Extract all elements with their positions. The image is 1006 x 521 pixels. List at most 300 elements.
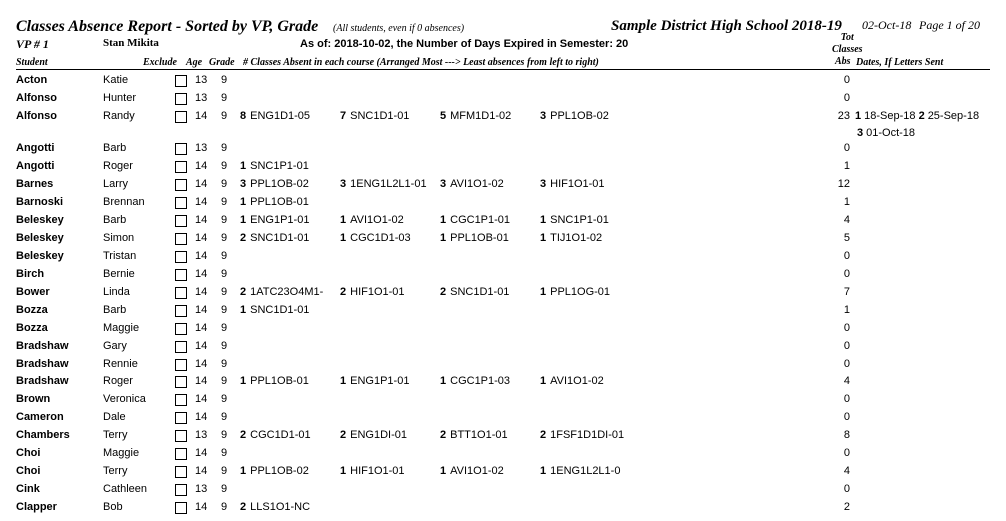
school-name: Sample District High School 2018-19	[611, 18, 842, 34]
course-code: MFM1D1-02	[450, 110, 512, 122]
course-code: AVI1O1-02	[450, 465, 504, 477]
course-absence	[340, 214, 404, 226]
table-row	[0, 266, 1006, 284]
absence-count: 5	[440, 110, 447, 122]
student-first-name: Roger	[103, 375, 133, 387]
exclude-checkbox[interactable]	[175, 376, 187, 388]
student-age: 13	[195, 142, 208, 154]
course-absence	[240, 286, 323, 298]
course-absence	[340, 286, 405, 298]
table-row	[0, 140, 1006, 158]
course-absence	[540, 178, 605, 190]
exclude-checkbox[interactable]	[175, 287, 187, 299]
absence-count: 2	[440, 286, 447, 298]
letter-date: 01-Oct-18	[866, 127, 916, 139]
student-last-name: Angotti	[16, 160, 55, 172]
student-first-name: Barb	[103, 142, 127, 154]
course-absence	[340, 429, 407, 441]
header-classes: Classes	[832, 44, 863, 55]
course-code: AVI1O1-02	[550, 375, 604, 387]
total-absences: 0	[843, 250, 850, 262]
course-code: LLS1O1-NC	[250, 501, 311, 513]
student-last-name: Bradshaw	[16, 340, 69, 352]
course-code: SNC1P1-01	[550, 214, 609, 226]
report-date: 02-Oct-18	[862, 18, 912, 32]
student-age: 14	[195, 411, 208, 423]
course-code: AVI1O1-02	[450, 178, 504, 190]
student-last-name: Bozza	[16, 304, 48, 316]
student-age: 14	[195, 465, 208, 477]
header-student: Student	[16, 57, 48, 68]
student-age: 14	[195, 196, 208, 208]
course-code: 1ENG1L2L1-0	[550, 465, 621, 477]
exclude-checkbox[interactable]	[175, 111, 187, 123]
course-code: PPL1OB-02	[250, 178, 309, 190]
table-row	[0, 72, 1006, 90]
student-grade: 9	[221, 483, 228, 495]
header-rule	[16, 69, 990, 70]
total-absences: 0	[843, 358, 850, 370]
course-absence	[440, 286, 509, 298]
student-grade: 9	[221, 340, 228, 352]
course-absence	[340, 375, 409, 387]
student-first-name: Brennan	[103, 196, 145, 208]
student-last-name: Barnoski	[16, 196, 64, 208]
course-absence	[440, 110, 511, 122]
exclude-checkbox[interactable]	[175, 215, 187, 227]
vp-name: Stan Mikita	[103, 37, 159, 49]
student-age: 14	[195, 447, 208, 459]
student-age: 14	[195, 286, 208, 298]
student-age: 14	[195, 214, 208, 226]
student-grade: 9	[221, 92, 228, 104]
student-grade: 9	[221, 447, 228, 459]
course-absence	[440, 232, 509, 244]
table-row	[0, 463, 1006, 481]
course-absence	[540, 429, 624, 441]
student-grade: 9	[221, 214, 228, 226]
student-first-name: Terry	[103, 429, 128, 441]
course-absence	[240, 214, 309, 226]
total-absences: 0	[843, 322, 850, 334]
student-grade: 9	[221, 110, 228, 122]
student-last-name: Angotti	[16, 142, 55, 154]
student-first-name: Dale	[103, 411, 126, 423]
student-first-name: Linda	[103, 286, 130, 298]
report-title: Classes Absence Report - Sorted by VP, Grade	[16, 18, 319, 35]
exclude-checkbox[interactable]	[175, 161, 187, 173]
student-grade: 9	[221, 375, 228, 387]
student-last-name: Bradshaw	[16, 375, 69, 387]
student-age: 14	[195, 340, 208, 352]
student-last-name: Beleskey	[16, 232, 64, 244]
table-row	[0, 391, 1006, 409]
absence-count: 1	[440, 232, 447, 244]
course-code: HIF1O1-01	[350, 286, 405, 298]
total-absences: 12	[837, 178, 850, 190]
course-code: PPL1OB-01	[250, 375, 309, 387]
header-abs: Abs	[835, 56, 851, 67]
total-absences: 4	[843, 375, 850, 387]
student-last-name: Chambers	[16, 429, 70, 441]
course-code: ENG1D1-05	[250, 110, 311, 122]
absence-count: 2	[240, 232, 247, 244]
absence-count: 2	[240, 286, 247, 298]
exclude-checkbox[interactable]	[175, 484, 187, 496]
exclude-checkbox[interactable]	[175, 179, 187, 191]
student-grade: 9	[221, 178, 228, 190]
letter-dates	[857, 127, 915, 139]
student-last-name: Choi	[16, 447, 41, 459]
student-first-name: Tristan	[103, 250, 137, 262]
course-absence	[240, 232, 309, 244]
absence-count: 2	[440, 429, 447, 441]
table-row	[0, 481, 1006, 499]
table-row	[0, 248, 1006, 266]
course-absence	[240, 178, 309, 190]
absence-count: 1	[540, 375, 547, 387]
header-tot-classes	[832, 32, 863, 56]
student-grade: 9	[221, 429, 228, 441]
total-absences: 0	[843, 74, 850, 86]
student-first-name: Maggie	[103, 447, 140, 459]
course-absence	[340, 465, 405, 477]
course-code: SNC1P1-01	[250, 160, 309, 172]
header-dates: Dates, If Letters Sent	[856, 57, 944, 68]
student-grade: 9	[221, 304, 228, 316]
student-grade: 9	[221, 393, 228, 405]
course-code: PPL1OB-01	[250, 196, 309, 208]
student-last-name: Bradshaw	[16, 358, 69, 370]
total-absences: 4	[843, 214, 850, 226]
student-grade: 9	[221, 322, 228, 334]
student-last-name: Cameron	[16, 411, 64, 423]
absence-count: 3	[540, 110, 547, 122]
student-last-name: Clapper	[16, 501, 57, 513]
student-first-name: Bernie	[103, 268, 135, 280]
student-last-name: Acton	[16, 74, 48, 86]
total-absences: 1	[843, 304, 850, 316]
student-grade: 9	[221, 160, 228, 172]
student-age: 14	[195, 375, 208, 387]
student-last-name: Birch	[16, 268, 45, 280]
exclude-checkbox[interactable]	[175, 233, 187, 245]
total-absences: 0	[843, 92, 850, 104]
student-first-name: Roger	[103, 160, 133, 172]
student-grade: 9	[221, 411, 228, 423]
table-row	[0, 338, 1006, 356]
total-absences: 0	[843, 411, 850, 423]
table-row	[0, 499, 1006, 517]
course-code: ENG1DI-01	[350, 429, 407, 441]
header-tot: Tot	[840, 32, 854, 43]
course-absence	[440, 178, 504, 190]
absence-count: 1	[440, 214, 447, 226]
course-code: PPL1OG-01	[550, 286, 611, 298]
absence-count: 1	[240, 160, 247, 172]
student-last-name: Beleskey	[16, 250, 64, 262]
exclude-checkbox[interactable]	[175, 502, 187, 514]
course-absence	[540, 465, 620, 477]
absence-count: 1	[340, 214, 347, 226]
exclude-checkbox[interactable]	[175, 197, 187, 209]
exclude-checkbox[interactable]	[175, 269, 187, 281]
course-absence	[440, 429, 508, 441]
course-code: AVI1O1-02	[350, 214, 404, 226]
student-first-name: Larry	[103, 178, 129, 190]
absence-count: 2	[340, 429, 347, 441]
absence-count: 1	[440, 375, 447, 387]
table-row	[0, 90, 1006, 108]
student-age: 14	[195, 304, 208, 316]
student-last-name: Cink	[16, 483, 40, 495]
student-first-name: Katie	[103, 74, 129, 86]
absence-count: 1	[240, 214, 247, 226]
student-first-name: Gary	[103, 340, 127, 352]
course-code: ENG1P1-01	[350, 375, 410, 387]
course-code: PPL1OB-02	[250, 465, 309, 477]
student-age: 14	[195, 501, 208, 513]
table-row	[0, 108, 1006, 139]
course-absence	[240, 465, 309, 477]
student-age: 13	[195, 483, 208, 495]
letter-number: 3	[857, 127, 864, 139]
student-age: 14	[195, 268, 208, 280]
table-row	[0, 445, 1006, 463]
exclude-checkbox[interactable]	[175, 75, 187, 87]
course-code: CGC1D1-03	[350, 232, 411, 244]
student-last-name: Brown	[16, 393, 51, 405]
student-first-name: Simon	[103, 232, 135, 244]
student-last-name: Beleskey	[16, 214, 64, 226]
course-code: 1ENG1L2L1-01	[350, 178, 427, 190]
letter-number: 2	[918, 110, 925, 122]
exclude-checkbox[interactable]	[175, 359, 187, 371]
table-row	[0, 284, 1006, 302]
letter-number: 1	[855, 110, 862, 122]
student-age: 13	[195, 429, 208, 441]
total-absences: 1	[843, 196, 850, 208]
absence-count: 3	[540, 178, 547, 190]
student-age: 13	[195, 92, 208, 104]
total-absences: 0	[843, 393, 850, 405]
course-absence	[540, 286, 610, 298]
table-row	[0, 194, 1006, 212]
course-absence	[440, 465, 504, 477]
table-row	[0, 176, 1006, 194]
exclude-checkbox[interactable]	[175, 251, 187, 263]
exclude-checkbox[interactable]	[175, 305, 187, 317]
course-absence	[540, 110, 609, 122]
student-grade: 9	[221, 232, 228, 244]
student-grade: 9	[221, 268, 228, 280]
header-grade: Grade	[209, 57, 235, 68]
course-code: SNC1D1-01	[450, 286, 510, 298]
total-absences: 0	[843, 142, 850, 154]
student-first-name: Barb	[103, 304, 127, 316]
total-absences: 4	[843, 465, 850, 477]
course-code: PPL1OB-02	[550, 110, 609, 122]
course-code: SNC1D1-01	[350, 110, 410, 122]
absence-count: 1	[240, 304, 247, 316]
course-code: 1FSF1D1DI-01	[550, 429, 625, 441]
absence-count: 2	[540, 429, 547, 441]
course-code: 1ATC23O4M1-	[250, 286, 324, 298]
student-age: 14	[195, 232, 208, 244]
total-absences: 7	[843, 286, 850, 298]
student-grade: 9	[221, 250, 228, 262]
absence-count: 1	[340, 375, 347, 387]
course-absence	[240, 160, 309, 172]
student-grade: 9	[221, 501, 228, 513]
table-row	[0, 320, 1006, 338]
total-absences: 0	[843, 447, 850, 459]
student-grade: 9	[221, 142, 228, 154]
absence-count: 2	[240, 429, 247, 441]
student-last-name: Bower	[16, 286, 50, 298]
absence-count: 1	[540, 214, 547, 226]
absence-count: 7	[340, 110, 347, 122]
table-row	[0, 212, 1006, 230]
student-age: 14	[195, 250, 208, 262]
exclude-checkbox[interactable]	[175, 341, 187, 353]
course-code: CGC1P1-03	[450, 375, 511, 387]
course-absence	[340, 178, 427, 190]
exclude-checkbox[interactable]	[175, 93, 187, 105]
student-age: 14	[195, 393, 208, 405]
absence-count: 1	[340, 232, 347, 244]
course-code: BTT1O1-01	[450, 429, 508, 441]
absence-count: 1	[240, 196, 247, 208]
student-age: 14	[195, 322, 208, 334]
course-absence	[540, 232, 602, 244]
absence-count: 1	[540, 465, 547, 477]
course-absence	[240, 375, 309, 387]
student-grade: 9	[221, 465, 228, 477]
course-code: TIJ1O1-02	[550, 232, 603, 244]
student-first-name: Veronica	[103, 393, 146, 405]
total-absences: 23	[837, 110, 850, 122]
absence-count: 2	[240, 501, 247, 513]
table-row	[0, 356, 1006, 374]
course-absence	[240, 429, 311, 441]
course-absence	[340, 110, 409, 122]
total-absences: 1	[843, 160, 850, 172]
table-row	[0, 230, 1006, 248]
exclude-checkbox[interactable]	[175, 466, 187, 478]
student-first-name: Barb	[103, 214, 127, 226]
student-age: 14	[195, 110, 208, 122]
absence-count: 1	[540, 286, 547, 298]
student-first-name: Hunter	[103, 92, 137, 104]
total-absences: 5	[843, 232, 850, 244]
course-absence	[540, 375, 604, 387]
course-code: CGC1D1-01	[250, 429, 311, 441]
table-row	[0, 409, 1006, 427]
student-grade: 9	[221, 74, 228, 86]
student-grade: 9	[221, 286, 228, 298]
course-code: ENG1P1-01	[250, 214, 310, 226]
absence-count: 1	[240, 375, 247, 387]
absence-count: 1	[240, 465, 247, 477]
student-age: 14	[195, 160, 208, 172]
total-absences: 2	[843, 501, 850, 513]
student-first-name: Bob	[103, 501, 123, 513]
student-age: 14	[195, 178, 208, 190]
absence-count: 1	[340, 465, 347, 477]
page-info: Page 1 of 20	[919, 18, 980, 32]
total-absences: 8	[843, 429, 850, 441]
student-first-name: Cathleen	[103, 483, 148, 495]
student-grade: 9	[221, 358, 228, 370]
absence-count: 2	[340, 286, 347, 298]
header-exclude: Exclude	[143, 57, 177, 68]
letter-date: 25-Sep-18	[927, 110, 980, 122]
course-absence	[240, 196, 309, 208]
course-absence	[340, 232, 411, 244]
course-code: SNC1D1-01	[250, 304, 310, 316]
table-row	[0, 373, 1006, 391]
student-grade: 9	[221, 196, 228, 208]
report-subtitle: (All students, even if 0 absences)	[333, 23, 465, 34]
course-code: HIF1O1-01	[350, 465, 405, 477]
course-absence	[240, 110, 310, 122]
exclude-checkbox[interactable]	[175, 412, 187, 424]
vp-label: VP # 1	[16, 37, 49, 51]
course-code: PPL1OB-01	[450, 232, 509, 244]
student-last-name: Choi	[16, 465, 41, 477]
header-courses: # Classes Absent in each course (Arranged Most ---> Least absences from left to right)	[243, 57, 599, 68]
student-first-name: Terry	[103, 465, 128, 477]
table-row	[0, 427, 1006, 445]
total-absences: 0	[843, 268, 850, 280]
course-code: CGC1P1-01	[450, 214, 511, 226]
absence-count: 8	[240, 110, 247, 122]
absence-count: 1	[540, 232, 547, 244]
exclude-checkbox[interactable]	[175, 143, 187, 155]
student-last-name: Barnes	[16, 178, 54, 190]
exclude-checkbox[interactable]	[175, 323, 187, 335]
header-age: Age	[186, 57, 203, 68]
course-code: SNC1D1-01	[250, 232, 310, 244]
as-of-info: As of: 2018-10-02, the Number of Days Expired in Semester: 20	[300, 38, 629, 50]
student-first-name: Maggie	[103, 322, 140, 334]
student-age: 13	[195, 74, 208, 86]
exclude-checkbox[interactable]	[175, 394, 187, 406]
student-last-name: Alfonso	[16, 92, 57, 104]
total-absences: 0	[843, 340, 850, 352]
table-row	[0, 302, 1006, 320]
absence-count: 1	[440, 465, 447, 477]
absence-count: 3	[440, 178, 447, 190]
student-first-name: Randy	[103, 110, 135, 122]
table-row	[0, 158, 1006, 176]
absence-count: 3	[340, 178, 347, 190]
exclude-checkbox[interactable]	[175, 448, 187, 460]
total-absences: 0	[843, 483, 850, 495]
student-last-name: Bozza	[16, 322, 48, 334]
course-absence	[240, 501, 310, 513]
exclude-checkbox[interactable]	[175, 430, 187, 442]
course-absence	[440, 375, 510, 387]
course-absence	[540, 214, 609, 226]
student-first-name: Rennie	[103, 358, 138, 370]
absence-count: 3	[240, 178, 247, 190]
course-code: HIF1O1-01	[550, 178, 605, 190]
letter-dates	[855, 110, 979, 122]
student-age: 14	[195, 358, 208, 370]
course-absence	[240, 304, 309, 316]
